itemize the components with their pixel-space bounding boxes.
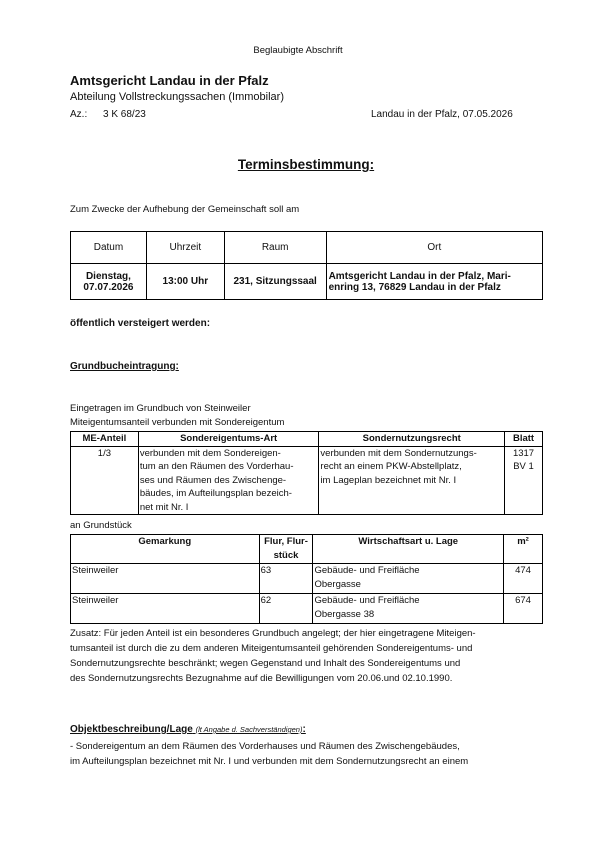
place-line-2: enring 13, 76829 Landau in der Pfalz bbox=[328, 281, 501, 293]
flur-cell: 63 bbox=[259, 564, 313, 594]
usage-line: im Lageplan bezeichnet mit Nr. I bbox=[320, 474, 457, 486]
table-row bbox=[71, 594, 543, 624]
sheet-number: 1317 bbox=[512, 447, 535, 459]
appointment-date bbox=[71, 264, 147, 300]
header-room: Raum bbox=[224, 232, 326, 264]
ownership-type-cell bbox=[138, 446, 319, 515]
header-place: Ort bbox=[326, 232, 542, 264]
area-cell: 674 bbox=[504, 594, 543, 624]
header-area: m² bbox=[504, 535, 543, 564]
appointment-table bbox=[70, 231, 543, 300]
usage-line-2: Obergasse bbox=[314, 578, 361, 590]
header-sheet: Blatt bbox=[505, 432, 543, 447]
department: Abteilung Vollstreckungssachen (Immobilar) bbox=[70, 91, 284, 103]
note-line: des Sondernutzungsrechts Bezugnahme auf die Bewilligungen vom 20.06.und 02.10.1990. bbox=[70, 673, 453, 684]
addendum-note bbox=[70, 626, 546, 686]
flur-cell: 62 bbox=[259, 594, 313, 624]
grundbuch-line-1: Eingetragen im Grundbuch von Steinweiler bbox=[70, 403, 251, 414]
header-gemarkung: Gemarkung bbox=[71, 535, 260, 564]
gemarkung-cell: Steinweiler bbox=[71, 594, 260, 624]
usage-location-cell bbox=[313, 564, 504, 594]
object-heading-colon: : bbox=[302, 724, 306, 735]
ownership-line: net mit Nr. I bbox=[139, 501, 189, 513]
usage-line: verbunden mit dem Sondernutzungs- bbox=[320, 447, 477, 459]
object-heading-text: Objektbeschreibung/Lage bbox=[70, 724, 193, 735]
grundbuch-line-2: Miteigentumsanteil verbunden mit Sondereigentum bbox=[70, 417, 285, 428]
auction-text: öffentlich versteigert werden: bbox=[70, 318, 211, 329]
appointment-time: 13:00 Uhr bbox=[146, 264, 224, 300]
header-share: ME-Anteil bbox=[71, 432, 139, 447]
grundbuch-heading: Grundbucheintragung: bbox=[70, 361, 179, 372]
share-value: 1/3 bbox=[71, 446, 139, 515]
ownership-line: verbunden mit dem Sondereigen- bbox=[139, 447, 281, 459]
header-time: Uhrzeit bbox=[146, 232, 224, 264]
court-name: Amtsgericht Landau in der Pfalz bbox=[70, 73, 269, 88]
place-and-date: Landau in der Pfalz, 07.05.2026 bbox=[371, 109, 513, 120]
appointment-place bbox=[326, 264, 542, 300]
header-flur bbox=[259, 535, 313, 564]
usage-line-1: Gebäude- und Freifläche bbox=[314, 565, 420, 576]
date-value: 07.07.2026 bbox=[83, 281, 134, 293]
ownership-line: bäudes, im Aufteilungsplan bezeich- bbox=[139, 488, 292, 499]
header-ownership-type: Sondereigentums-Art bbox=[138, 432, 319, 447]
header-usage-location: Wirtschaftsart u. Lage bbox=[313, 535, 504, 564]
usage-line-1: Gebäude- und Freifläche bbox=[314, 595, 420, 606]
page-title: Terminsbestimmung: bbox=[237, 157, 375, 172]
object-description bbox=[70, 739, 546, 769]
sheet-bv: BV 1 bbox=[513, 461, 534, 472]
sheet-cell bbox=[505, 446, 543, 515]
file-number-label: Az.: bbox=[70, 109, 88, 120]
appointment-room: 231, Sitzungssaal bbox=[224, 264, 326, 300]
document-header: Beglaubigte Abschrift bbox=[253, 45, 343, 56]
gemarkung-cell: Steinweiler bbox=[71, 564, 260, 594]
file-number: 3 K 68/23 bbox=[103, 109, 146, 120]
purpose-text: Zum Zwecke der Aufhebung der Gemeinschaft soll am bbox=[70, 204, 300, 215]
object-description-heading bbox=[70, 724, 306, 735]
usage-line: recht an einem PKW-Abstellplatz, bbox=[320, 461, 462, 472]
header-usage-right: Sondernutzungsrecht bbox=[319, 432, 505, 447]
header-flur-line-2: stück bbox=[273, 549, 299, 561]
usage-right-cell bbox=[319, 446, 505, 515]
header-date: Datum bbox=[71, 232, 147, 264]
note-line: tumsanteil ist durch die zu dem anderen Miteigentumsanteil gehörenden Sondereigentums- und bbox=[70, 643, 473, 654]
note-line: Sondernutzungsrechte beschränkt; wegen Gegenstand und Inhalt des Sondereigentums und bbox=[70, 658, 461, 669]
ownership-share-table bbox=[70, 431, 543, 515]
object-line: im Aufteilungsplan bezeichnet mit Nr. I und verbunden mit dem Sondernutzungsrecht an einem bbox=[70, 756, 469, 767]
plot-label: an Grundstück bbox=[70, 520, 132, 531]
place-line-1: Amtsgericht Landau in der Pfalz, Mari- bbox=[328, 270, 511, 282]
header-flur-line-1: Flur, Flur- bbox=[264, 536, 308, 547]
usage-line-2: Obergasse 38 bbox=[314, 608, 375, 620]
object-line: - Sondereigentum an dem Räumen des Vorderhauses und Räumen des Zwischengebäudes, bbox=[70, 741, 460, 752]
ownership-line: tum an den Räumen des Vorderhau- bbox=[139, 461, 294, 472]
area-cell: 474 bbox=[504, 564, 543, 594]
ownership-line: ses und Räumen des Zwischenge- bbox=[139, 474, 287, 486]
table-row bbox=[71, 564, 543, 594]
usage-location-cell bbox=[313, 594, 504, 624]
plots-table bbox=[70, 534, 543, 624]
note-line: Zusatz: Für jeden Anteil ist ein besonderes Grundbuch angelegt; der hier eingetragene Miteigen- bbox=[70, 628, 476, 639]
object-heading-source: (lt Angabe d. Sachverständigen) bbox=[195, 725, 303, 734]
date-weekday: Dienstag, bbox=[85, 270, 131, 282]
